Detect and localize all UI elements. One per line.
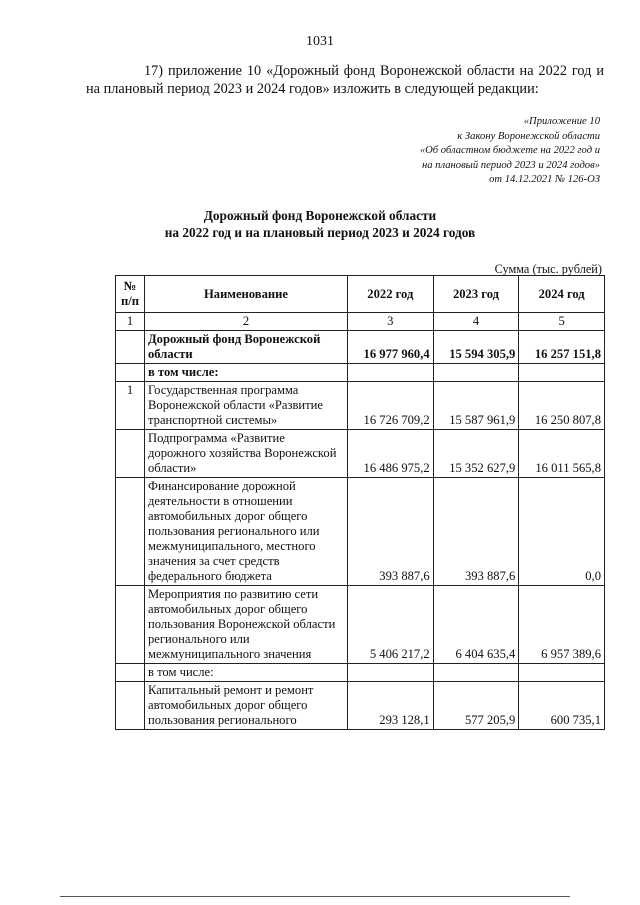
value-2022: 5 406 217,2 bbox=[348, 586, 434, 664]
road-fund-table bbox=[115, 275, 605, 730]
value-2023 bbox=[433, 364, 519, 382]
page-bottom-rule bbox=[60, 896, 570, 897]
header-number: № п/п bbox=[116, 276, 145, 313]
appendix-line: «Приложение 10 bbox=[523, 116, 600, 127]
value-2022: 293 128,1 bbox=[348, 682, 434, 730]
row-number bbox=[116, 478, 145, 586]
table-row bbox=[116, 331, 605, 364]
row-number: 1 bbox=[116, 382, 145, 430]
column-number: 4 bbox=[433, 313, 519, 331]
value-2023: 6 404 635,4 bbox=[433, 586, 519, 664]
title-line: Дорожный фонд Воронежской области bbox=[203, 208, 437, 223]
row-number bbox=[116, 331, 145, 364]
appendix-note bbox=[300, 115, 600, 188]
table-row bbox=[116, 364, 605, 382]
intro-paragraph bbox=[86, 62, 604, 98]
table-row bbox=[116, 664, 605, 682]
row-number bbox=[116, 430, 145, 478]
appendix-line: к Закону Воронежской области bbox=[457, 130, 600, 142]
value-2022 bbox=[348, 364, 434, 382]
column-number: 5 bbox=[519, 313, 605, 331]
value-2024: 16 250 807,8 bbox=[519, 382, 605, 430]
table-row bbox=[116, 586, 605, 664]
row-name: Подпрограмма «Развитие дорожного хозяйства Воронежской области» bbox=[145, 430, 348, 478]
value-2024: 0,0 bbox=[519, 478, 605, 586]
value-2023: 15 594 305,9 bbox=[433, 331, 519, 364]
value-2024: 16 011 565,8 bbox=[519, 430, 605, 478]
header-2023: 2023 год bbox=[433, 276, 519, 313]
row-number bbox=[116, 664, 145, 682]
intro-text: 17) приложение 10 «Дорожный фонд Воронежской области на 2022 год и на плановый период 2023 и 2024 годов» изложить в следующей редакции: bbox=[86, 63, 604, 97]
header-2022: 2022 год bbox=[348, 276, 434, 313]
value-2024 bbox=[519, 364, 605, 382]
row-number bbox=[116, 364, 145, 382]
value-2022 bbox=[348, 664, 434, 682]
value-2023: 393 887,6 bbox=[433, 478, 519, 586]
row-name: в том числе: bbox=[145, 664, 348, 682]
appendix-line: от 14.12.2021 № 126-ОЗ bbox=[489, 174, 600, 185]
value-2022: 393 887,6 bbox=[348, 478, 434, 586]
table-header-row bbox=[116, 276, 605, 313]
value-2022: 16 486 975,2 bbox=[348, 430, 434, 478]
column-number: 2 bbox=[145, 313, 348, 331]
value-2023: 15 587 961,9 bbox=[433, 382, 519, 430]
column-numbering-row bbox=[116, 313, 605, 331]
row-name: в том числе: bbox=[145, 364, 348, 382]
table-row bbox=[116, 478, 605, 586]
document-title bbox=[0, 207, 640, 241]
unit-label: Сумма (тыс. рублей) bbox=[494, 262, 602, 276]
row-number bbox=[116, 586, 145, 664]
row-name: Финансирование дорожной деятельности в отношении автомобильных дорог общего пользования регионального или межмуниципального, местного значения за счет средств федерального бюджета bbox=[145, 478, 348, 586]
header-2024: 2024 год bbox=[519, 276, 605, 313]
value-2022: 16 977 960,4 bbox=[348, 331, 434, 364]
appendix-line: на плановый период 2023 и 2024 годов» bbox=[421, 159, 600, 171]
table-row bbox=[116, 382, 605, 430]
column-number: 1 bbox=[116, 313, 145, 331]
value-2024: 600 735,1 bbox=[519, 682, 605, 730]
value-2024: 16 257 151,8 bbox=[519, 331, 605, 364]
table-row bbox=[116, 682, 605, 730]
row-name: Капитальный ремонт и ремонт автомобильных дорог общего пользования регионального bbox=[145, 682, 348, 730]
table-row bbox=[116, 430, 605, 478]
value-2024 bbox=[519, 664, 605, 682]
value-2023 bbox=[433, 664, 519, 682]
row-name: Государственная программа Воронежской области «Развитие транспортной системы» bbox=[145, 382, 348, 430]
value-2024: 6 957 389,6 bbox=[519, 586, 605, 664]
value-2023: 15 352 627,9 bbox=[433, 430, 519, 478]
row-number bbox=[116, 682, 145, 730]
header-name: Наименование bbox=[145, 276, 348, 313]
value-2023: 577 205,9 bbox=[433, 682, 519, 730]
value-2022: 16 726 709,2 bbox=[348, 382, 434, 430]
appendix-line: «Об областном бюджете на 2022 год и bbox=[419, 145, 600, 156]
page-number: 1031 bbox=[306, 34, 334, 49]
title-line: на 2022 год и на плановый период 2023 и 2024 годов bbox=[164, 225, 476, 240]
row-name: Мероприятия по развитию сети автомобильных дорог общего пользования Воронежской области регионального или межмуниципального значения bbox=[145, 586, 348, 664]
row-name: Дорожный фонд Воронежской области bbox=[145, 331, 348, 364]
column-number: 3 bbox=[348, 313, 434, 331]
